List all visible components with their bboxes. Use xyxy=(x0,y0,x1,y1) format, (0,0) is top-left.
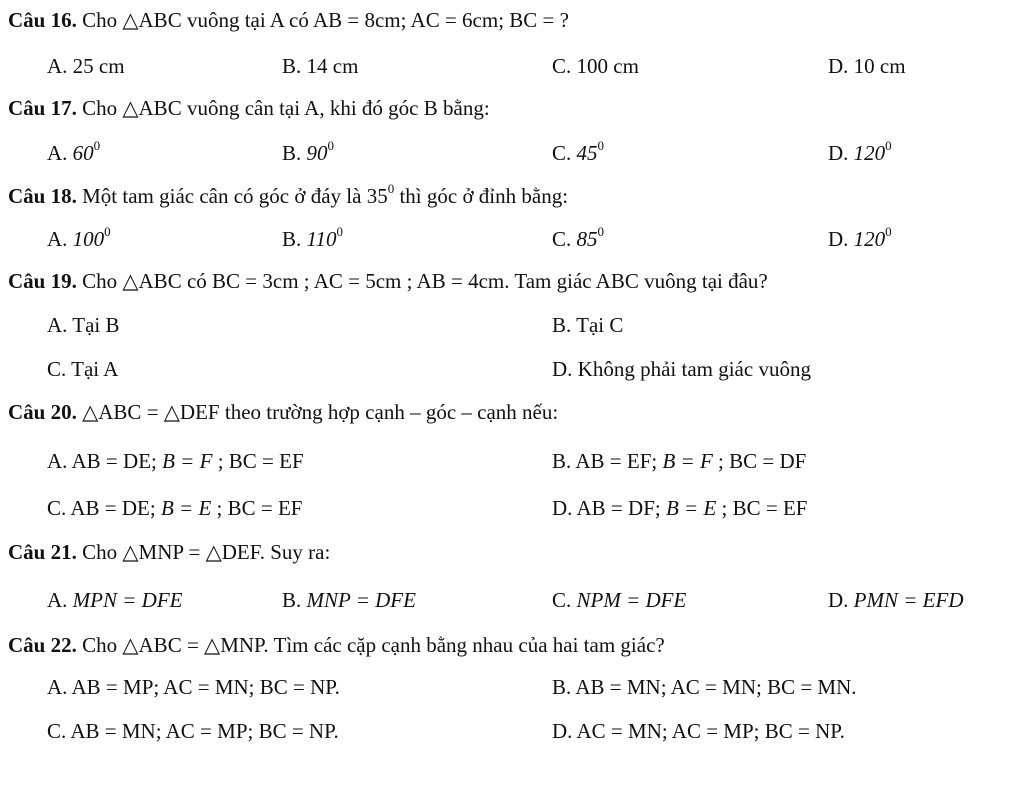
option-a[interactable]: A. 25 cm xyxy=(47,54,125,78)
option-b[interactable]: B. 14 cm xyxy=(282,54,359,78)
option-c[interactable]: C. NPM = DFE xyxy=(552,588,687,612)
option-a[interactable]: A. MPN = DFE xyxy=(47,588,183,612)
option-a[interactable]: A. $100^0$ xyxy=(47,224,111,251)
question-text: △ABC = △DEF theo trường hợp cạnh – góc – cạnh nếu: xyxy=(76,400,559,424)
option-d[interactable]: D. AB = DF; B = E ; BC = EF xyxy=(552,496,808,520)
option-b[interactable]: B. $90^0$ xyxy=(282,138,335,165)
option-d[interactable]: D. Không phải tam giác vuông xyxy=(552,357,811,381)
question-number: Câu 17. xyxy=(8,96,77,120)
option-c[interactable]: C. AB = MN; AC = MP; BC = NP. xyxy=(47,719,339,743)
question-text: Một tam giác cân có góc ở đáy là $35^0$ thì góc ở đỉnh bằng: xyxy=(76,181,569,208)
question-number: Câu 22. xyxy=(8,633,77,657)
options-19-row2 xyxy=(0,354,1024,384)
question-16 xyxy=(8,5,1024,35)
options-22-row1 xyxy=(0,672,1024,702)
option-a[interactable]: A. AB = MP; AC = MN; BC = NP. xyxy=(47,675,340,699)
option-b[interactable]: B. Tại C xyxy=(552,313,624,337)
question-text: Cho △ABC vuông cân tại A, khi đó góc B bằng: xyxy=(76,96,490,120)
options-16 xyxy=(0,51,1024,81)
question-19 xyxy=(8,266,1024,296)
question-number: Câu 19. xyxy=(8,269,77,293)
question-18 xyxy=(8,181,1024,211)
option-c[interactable]: C. AB = DE; B = E ; BC = EF xyxy=(47,496,303,520)
question-number: Câu 20. xyxy=(8,400,77,424)
options-20-row2 xyxy=(0,493,1024,523)
option-a[interactable]: A. $60^0$ xyxy=(47,138,101,165)
question-text: Cho △ABC có BC = 3cm ; AC = 5cm ; AB = 4cm. Tam giác ABC vuông tại đâu? xyxy=(76,269,768,293)
question-number: Câu 18. xyxy=(8,184,77,208)
option-d[interactable]: D. 10 cm xyxy=(828,54,906,78)
option-d[interactable]: D. AC = MN; AC = MP; BC = NP. xyxy=(552,719,845,743)
option-d[interactable]: D. PMN = EFD xyxy=(828,588,964,612)
question-20 xyxy=(8,397,1024,427)
options-21 xyxy=(0,585,1024,615)
option-c[interactable]: C. $85^0$ xyxy=(552,224,605,251)
options-18 xyxy=(0,224,1024,254)
question-number: Câu 21. xyxy=(8,540,77,564)
option-a[interactable]: A. AB = DE; B = F ; BC = EF xyxy=(47,449,304,473)
options-22-row2 xyxy=(0,716,1024,746)
question-text: Cho △ABC = △MNP. Tìm các cặp cạnh bằng nhau của hai tam giác? xyxy=(76,633,665,657)
option-b[interactable]: B. $110^0$ xyxy=(282,224,343,251)
option-c[interactable]: C. $45^0$ xyxy=(552,138,605,165)
option-c[interactable]: C. 100 cm xyxy=(552,54,639,78)
option-a[interactable]: A. Tại B xyxy=(47,313,120,337)
options-17 xyxy=(0,138,1024,168)
question-17 xyxy=(8,93,1024,123)
option-b[interactable]: B. AB = EF; B = F ; BC = DF xyxy=(552,449,807,473)
option-d[interactable]: D. $120^0$ xyxy=(828,224,892,251)
question-21 xyxy=(8,537,1024,567)
option-b[interactable]: B. MNP = DFE xyxy=(282,588,416,612)
option-b[interactable]: B. AB = MN; AC = MN; BC = MN. xyxy=(552,675,857,699)
question-number: Câu 16. xyxy=(8,8,77,32)
options-19-row1 xyxy=(0,310,1024,340)
question-22 xyxy=(8,630,1024,660)
options-20-row1 xyxy=(0,446,1024,476)
option-d[interactable]: D. $120^0$ xyxy=(828,138,892,165)
question-text: Cho △MNP = △DEF. Suy ra: xyxy=(76,540,331,564)
option-c[interactable]: C. Tại A xyxy=(47,357,119,381)
question-text: Cho △ABC vuông tại A có AB = 8cm; AC = 6cm; BC = ? xyxy=(76,8,569,32)
